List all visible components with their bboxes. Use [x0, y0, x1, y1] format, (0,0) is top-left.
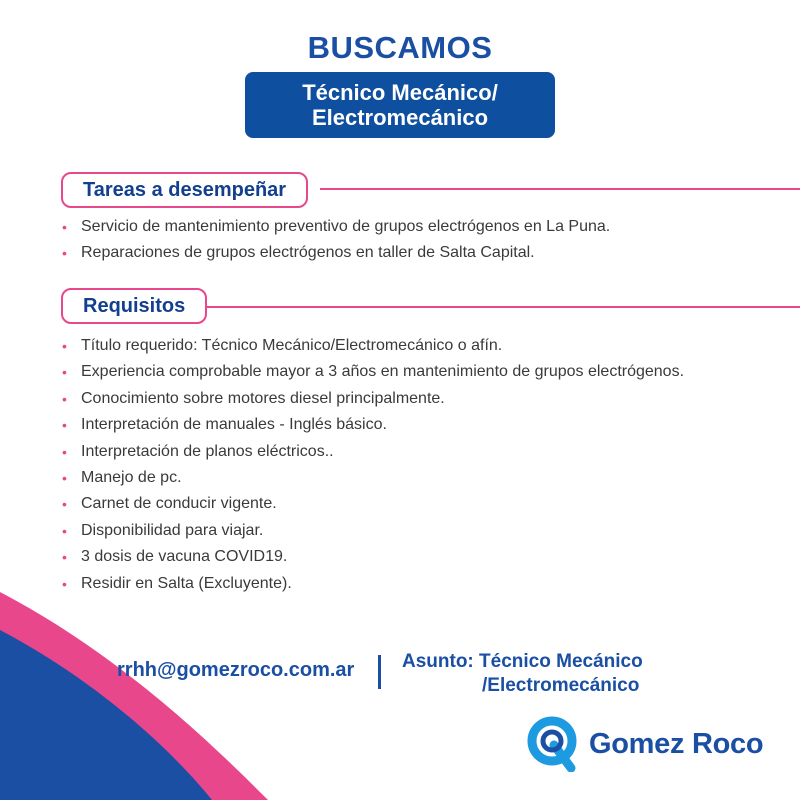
list-item-text: Carnet de conducir vigente. [81, 495, 277, 513]
list-item [62, 491, 684, 517]
company-name: Gomez Roco [589, 727, 764, 760]
list-item-text: Interpretación de planos eléctricos.. [81, 442, 334, 460]
bullet-icon: • [62, 443, 67, 460]
list-item-text: Título requerido: Técnico Mecánico/Electromecánico o afín. [81, 337, 503, 354]
requirements-section-line [205, 306, 800, 308]
email-subject-line1: Asunto: Técnico Mecánico [402, 651, 643, 672]
company-logo [527, 716, 763, 772]
list-item-text: Residir en Salta (Excluyente). [81, 574, 292, 592]
email-subject-line2: /Electromecánico [482, 675, 640, 696]
position-title-line1: Técnico Mecánico/ [302, 80, 498, 105]
list-item [62, 412, 684, 438]
contact-divider [378, 655, 381, 689]
requirements-list [62, 333, 684, 597]
list-item-text: Disponibilidad para viajar. [81, 521, 264, 539]
page-title: BUSCAMOS [307, 30, 493, 65]
position-banner [245, 72, 555, 138]
list-item-text: Manejo de pc. [81, 468, 182, 486]
list-item [62, 333, 684, 359]
list-item [62, 518, 684, 544]
list-item-text: Interpretación de manuales - Inglés básico. [81, 416, 387, 434]
list-item [62, 386, 684, 412]
tasks-list [62, 214, 610, 267]
bullet-icon: • [62, 575, 67, 592]
list-item [62, 359, 684, 385]
bullet-icon: • [62, 338, 67, 354]
bullet-icon: • [62, 469, 67, 486]
company-logo-icon [527, 716, 579, 772]
list-item-text: Experiencia comprobable mayor a 3 años en mantenimiento de grupos electrógenos. [81, 363, 685, 381]
list-item-text: Conocimiento sobre motores diesel principalmente. [81, 389, 445, 407]
list-item-text: Servicio de mantenimiento preventivo de grupos electrógenos en La Puna. [81, 218, 611, 235]
tasks-heading: Tareas a desempeñar [61, 172, 308, 208]
list-item-text: Reparaciones de grupos electrógenos en taller de Salta Capital. [81, 244, 535, 262]
bullet-icon: • [62, 549, 67, 566]
list-item [62, 571, 684, 597]
list-item [62, 240, 610, 266]
email-subject [402, 650, 643, 698]
requirements-heading: Requisitos [61, 288, 207, 324]
list-item [62, 465, 684, 491]
bullet-icon: • [62, 496, 67, 513]
list-item-text: 3 dosis de vacuna COVID19. [81, 548, 288, 566]
bullet-icon: • [62, 245, 67, 262]
bullet-icon: • [62, 417, 67, 434]
bullet-icon: • [62, 522, 67, 539]
list-item [62, 214, 610, 240]
bullet-icon: • [62, 219, 67, 235]
bullet-icon: • [62, 390, 67, 407]
position-title-line2: Electromecánico [311, 105, 489, 130]
list-item [62, 439, 684, 465]
bullet-icon: • [62, 364, 67, 381]
list-item [62, 544, 684, 570]
contact-email[interactable]: rrhh@gomezroco.com.ar [117, 659, 355, 681]
blue-swoosh [0, 630, 212, 800]
tasks-section-line [320, 188, 800, 190]
